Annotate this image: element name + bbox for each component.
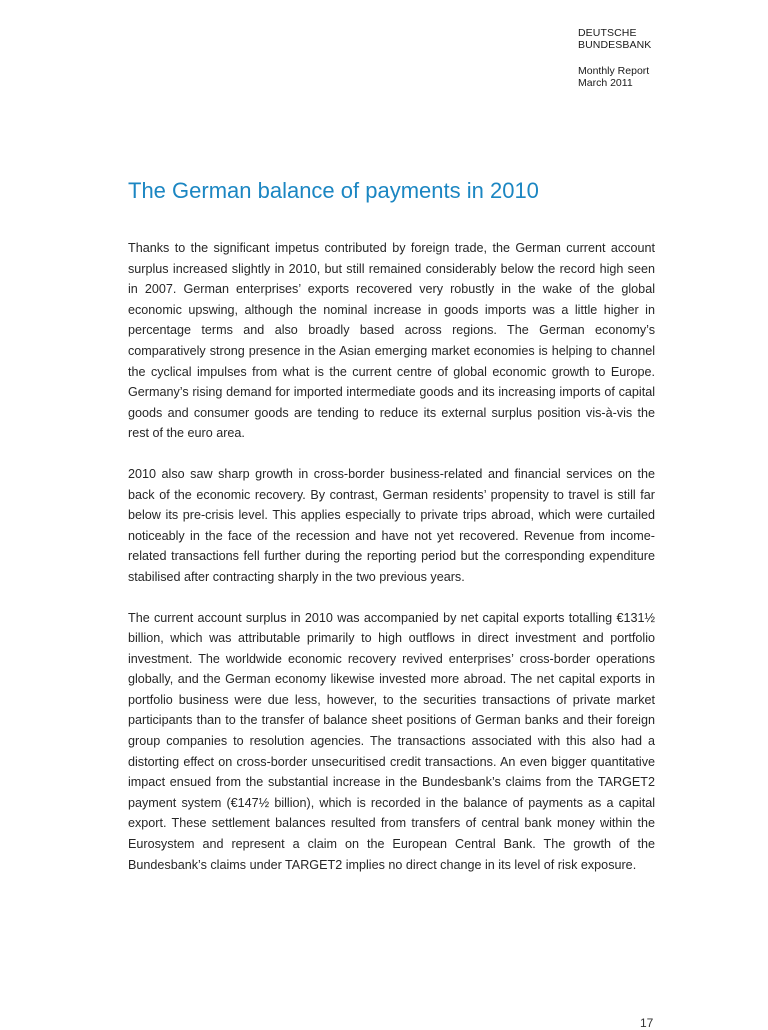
article-body	[128, 238, 655, 895]
publisher-name-line-2: BUNDESBANK	[578, 39, 652, 51]
body-paragraph-2: 2010 also saw sharp growth in cross-border business-related and financial services on the back of the economic recovery. By contrast, German residents’ propensity to travel is still far below its pre-crisis level. This applies especially to private trips abroad, which were curtailed noticeably in the face of the recession and have not yet recovered. Revenue from income-related transactions fell further during the reporting period but the corresponding expenditure stabilised after contracting sharply in the two previous years.	[128, 466, 655, 584]
article-title: The German balance of payments in 2010	[128, 178, 539, 203]
publication-date: March 2011	[578, 77, 633, 89]
masthead	[578, 27, 718, 89]
body-paragraph-1: Thanks to the significant impetus contributed by foreign trade, the German current account surplus increased slightly in 2010, but still remained considerably below the record high seen in 2007. German enterprises’ exports recovered very robustly in the wake of the global economic upswing, although the nominal increase in goods imports was a little higher in percentage terms and also broadly based across regions. The German economy’s comparatively strong presence in the Asian emerging market economies is helping to channel the cyclical impulses from what is the current centre of global economic growth to Europe. Germany’s rising demand for imported intermediate goods and its increasing imports of capital goods and consumer goods are tending to reduce its external surplus position vis-à-vis the rest of the euro area.	[128, 241, 655, 441]
publisher-name	[578, 27, 718, 51]
body-paragraph-3: The current account surplus in 2010 was accompanied by net capital exports totalling €131½ billion, which was attributable primarily to high outflows in direct investment and portfolio investment. The worldwide economic recovery revived enterprises’ cross-border operations globally, and the German economy likewise invested more abroad. The net capital exports in portfolio business were due less, however, to the securities transactions of private market participants than to the transfer of balance sheet positions of German banks and their foreign group companies to resolution agencies. The transactions associated with this also had a distorting effect on cross-border unsecuritised credit transactions. An even bigger quantitative impact ensued from the substantial increase in the Bundesbank’s claims from the TARGET2 payment system (€147½ billion), which is recorded in the balance of payments as a capital export. These settlement balances resulted from transfers of central bank money within the Eurosystem and represent a claim on the European Central Bank. The growth of the Bundesbank’s claims under TARGET2 implies no direct change in its level of risk exposure.	[128, 610, 655, 872]
publication-title: Monthly Report	[578, 65, 650, 77]
publisher-name-line-1: DEUTSCHE	[578, 27, 637, 39]
page-number: 17	[640, 1016, 654, 1030]
publication-info	[578, 65, 718, 89]
